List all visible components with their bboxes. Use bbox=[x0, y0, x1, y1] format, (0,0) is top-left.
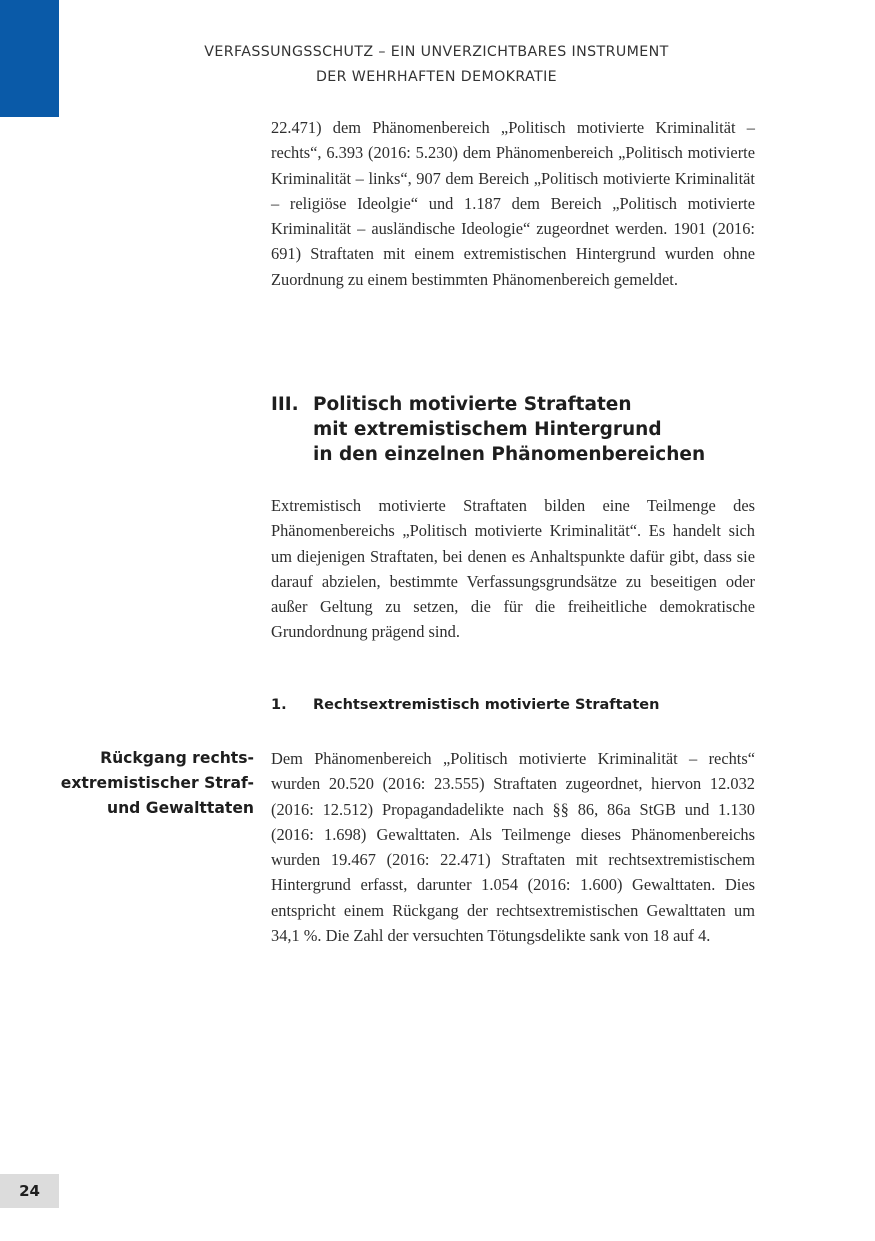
section-number: III. bbox=[271, 394, 299, 415]
subsection-number: 1. bbox=[271, 697, 287, 713]
margin-note-line: und Gewalttaten bbox=[106, 799, 254, 818]
page-number: 24 bbox=[19, 1182, 40, 1200]
section-paragraph bbox=[271, 493, 755, 645]
running-header-line-2: DER WEHRHAFTEN DEMOKRATIE bbox=[315, 69, 558, 85]
section-title-line: mit extremistischem Hintergrund bbox=[313, 419, 662, 441]
intro-paragraph-text: 22.471) dem Phänomenbereich „Politisch motivierte Kriminalität – rechts“, 6.393 (2016: 5.230) dem Phänomenbereich „Politisch motivierte Kriminalität – links“, 907 dem Bereich „Politisch motivierte Kriminalität – religiöse Ideolgie“ und 1.187 dem Bereich „Politisch motivierte Kriminalität – ausländische Ideologie“ zugeordnet werden. 1901 (2016: 691) Straftaten mit einem extremistischen Hintergrund wurden ohne Zuordnung zu einem bestimmten Phänomenbereich gemeldet. bbox=[271, 118, 755, 289]
subsection-title: Rechtsextremistisch motivierte Straftaten bbox=[313, 697, 660, 713]
running-header bbox=[150, 40, 723, 90]
page-number-box bbox=[0, 1174, 59, 1208]
section-title-line: Politisch motivierte Straftaten bbox=[313, 394, 632, 415]
section-heading bbox=[271, 392, 771, 468]
section-title bbox=[313, 392, 705, 468]
margin-note bbox=[50, 746, 254, 822]
subsection-heading bbox=[271, 697, 659, 713]
blue-corner-tab bbox=[0, 0, 59, 117]
subsection-paragraph-text: Dem Phänomenbereich „Politisch motivierte Kriminalität – rechts“ wurden 20.520 (2016: 23.555) Straftaten zugeordnet, hiervon 12.032 (2016: 12.512) Propagandadelikte nach §§ 86, 86a StGB und 1.130 (2016: 1.698) Gewalttaten. Als Teilmenge dieses Phänomenbereichs wurden 19.467 (2016: 22.471) Straftaten mit rechtsextremistischem Hintergrund erfasst, darunter 1.054 (2016: 1.600) Gewalttaten. Dies entspricht einem Rückgang der rechtsextremistischen Gewalttaten um 34,1 %. Die Zahl der versuchten Tötungsdelikte sank von 18 auf 4. bbox=[271, 749, 755, 946]
running-header-line-1: VERFASSUNGSSCHUTZ – EIN UNVERZICHTBARES INSTRUMENT bbox=[204, 44, 669, 60]
intro-paragraph bbox=[271, 115, 755, 292]
margin-note-line: extremistischer Straf- bbox=[60, 774, 254, 793]
margin-note-line: Rückgang rechts- bbox=[100, 749, 254, 767]
subsection-paragraph bbox=[271, 746, 755, 948]
section-title-line: in den einzelnen Phänomenbereichen bbox=[313, 444, 706, 466]
section-paragraph-text: Extremistisch motivierte Straftaten bilden eine Teilmenge des Phänomenbereichs „Politisch motivierte Kriminalität“. Es handelt sich um diejenigen Straftaten, bei denen es Anhaltspunkte dafür gibt, dass sie darauf abzielen, bestimmte Verfassungsgrundsätze zu beseitigen oder außer Geltung zu setzen, die für die freiheitliche demokratische Grundordnung prägend sind. bbox=[271, 496, 755, 642]
